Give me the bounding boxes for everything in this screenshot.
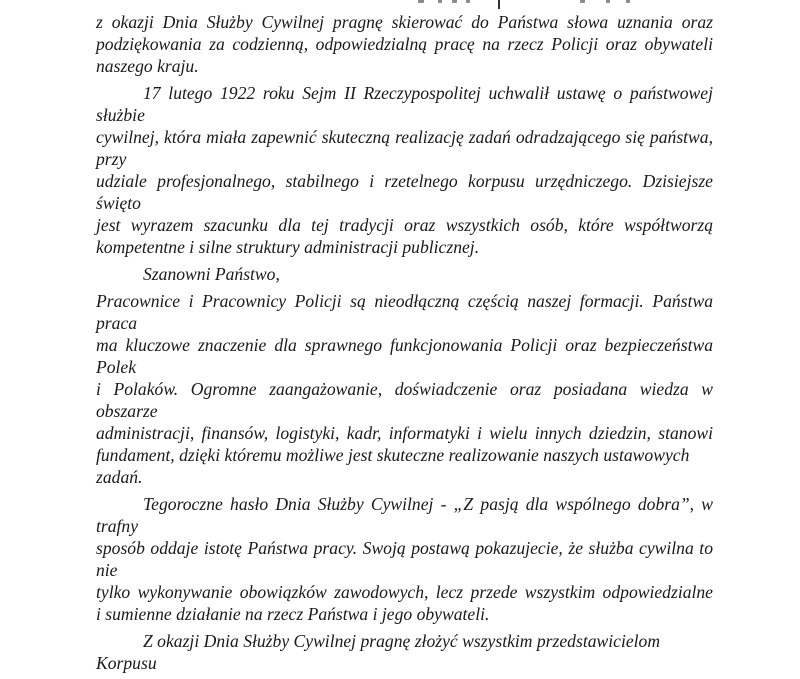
- text-line: i Polaków. Ogromne zaangażowanie, doświadczenie oraz posiadana wiedza w obszarze: [96, 379, 713, 421]
- text-line: naszego kraju.: [96, 56, 199, 76]
- letter-body: [96, 11, 713, 679]
- text-line: Szanowni Państwo,: [143, 264, 280, 284]
- text-line: podziękowania za codzienną, odpowiedzialną pracę na rzecz Policji oraz obywateli: [96, 34, 713, 54]
- text-line: z okazji Dnia Służby Cywilnej pragnę skierować do Państwa słowa uznania oraz: [96, 12, 713, 32]
- text-line: udziale profesjonalnego, stabilnego i rzetelnego korpusu urzędniczego. Dzisiejsze święto: [96, 171, 713, 213]
- text-line: ma kluczowe znaczenie dla sprawnego funkcjonowania Policji oraz bezpieczeństwa Polek: [96, 335, 713, 377]
- text-line: fundament, dzięki któremu możliwe jest skuteczne realizowanie naszych ustawowych zadań.: [96, 445, 690, 487]
- cropped-previous-line: [0, 0, 800, 10]
- paragraph-wishes: [96, 630, 713, 674]
- text-line: Tegoroczne hasło Dnia Służby Cywilnej - „Z pasją dla wspólnego dobra”, w trafny: [96, 494, 713, 536]
- text-line: Z okazji Dnia Służby Cywilnej pragnę złożyć wszystkim przedstawicielom Korpusu: [96, 631, 661, 673]
- text-line: administracji, finansów, logistyki, kadr, informatyki i wielu innych dziedzin, stanowi: [96, 423, 713, 443]
- text-line: jest wyrazem szacunku dla tej tradycji oraz wszystkich osób, które współtworzą: [96, 215, 713, 235]
- text-line: Pracownice i Pracownicy Policji są nieodłączną częścią naszej formacji. Państwa praca: [96, 291, 713, 333]
- vertical-mark: [498, 0, 500, 9]
- text-line: tylko wykonywanie obowiązków zawodowych, lecz przede wszystkim odpowiedzialne: [96, 582, 713, 602]
- salutation: [96, 263, 713, 285]
- text-line: i sumienne działanie na rzecz Państwa i jego obywateli.: [96, 604, 490, 624]
- text-line: sposób oddaje istotę Państwa pracy. Swoją postawą pokazujecie, że służba cywilna to nie: [96, 538, 713, 580]
- paragraph-greeting: [96, 11, 713, 77]
- text-line: 17 lutego 1922 roku Sejm II Rzeczypospolitej uchwalił ustawę o państwowej służbie: [96, 83, 713, 125]
- text-line: kompetentne i silne struktury administracji publicznej.: [96, 237, 480, 257]
- paragraph-employees: [96, 290, 713, 488]
- paragraph-motto: [96, 493, 713, 625]
- text-line: cywilnej, która miała zapewnić skuteczną realizację zadań odradzającego się państwa, przy: [96, 127, 713, 169]
- paragraph-history: [96, 82, 713, 258]
